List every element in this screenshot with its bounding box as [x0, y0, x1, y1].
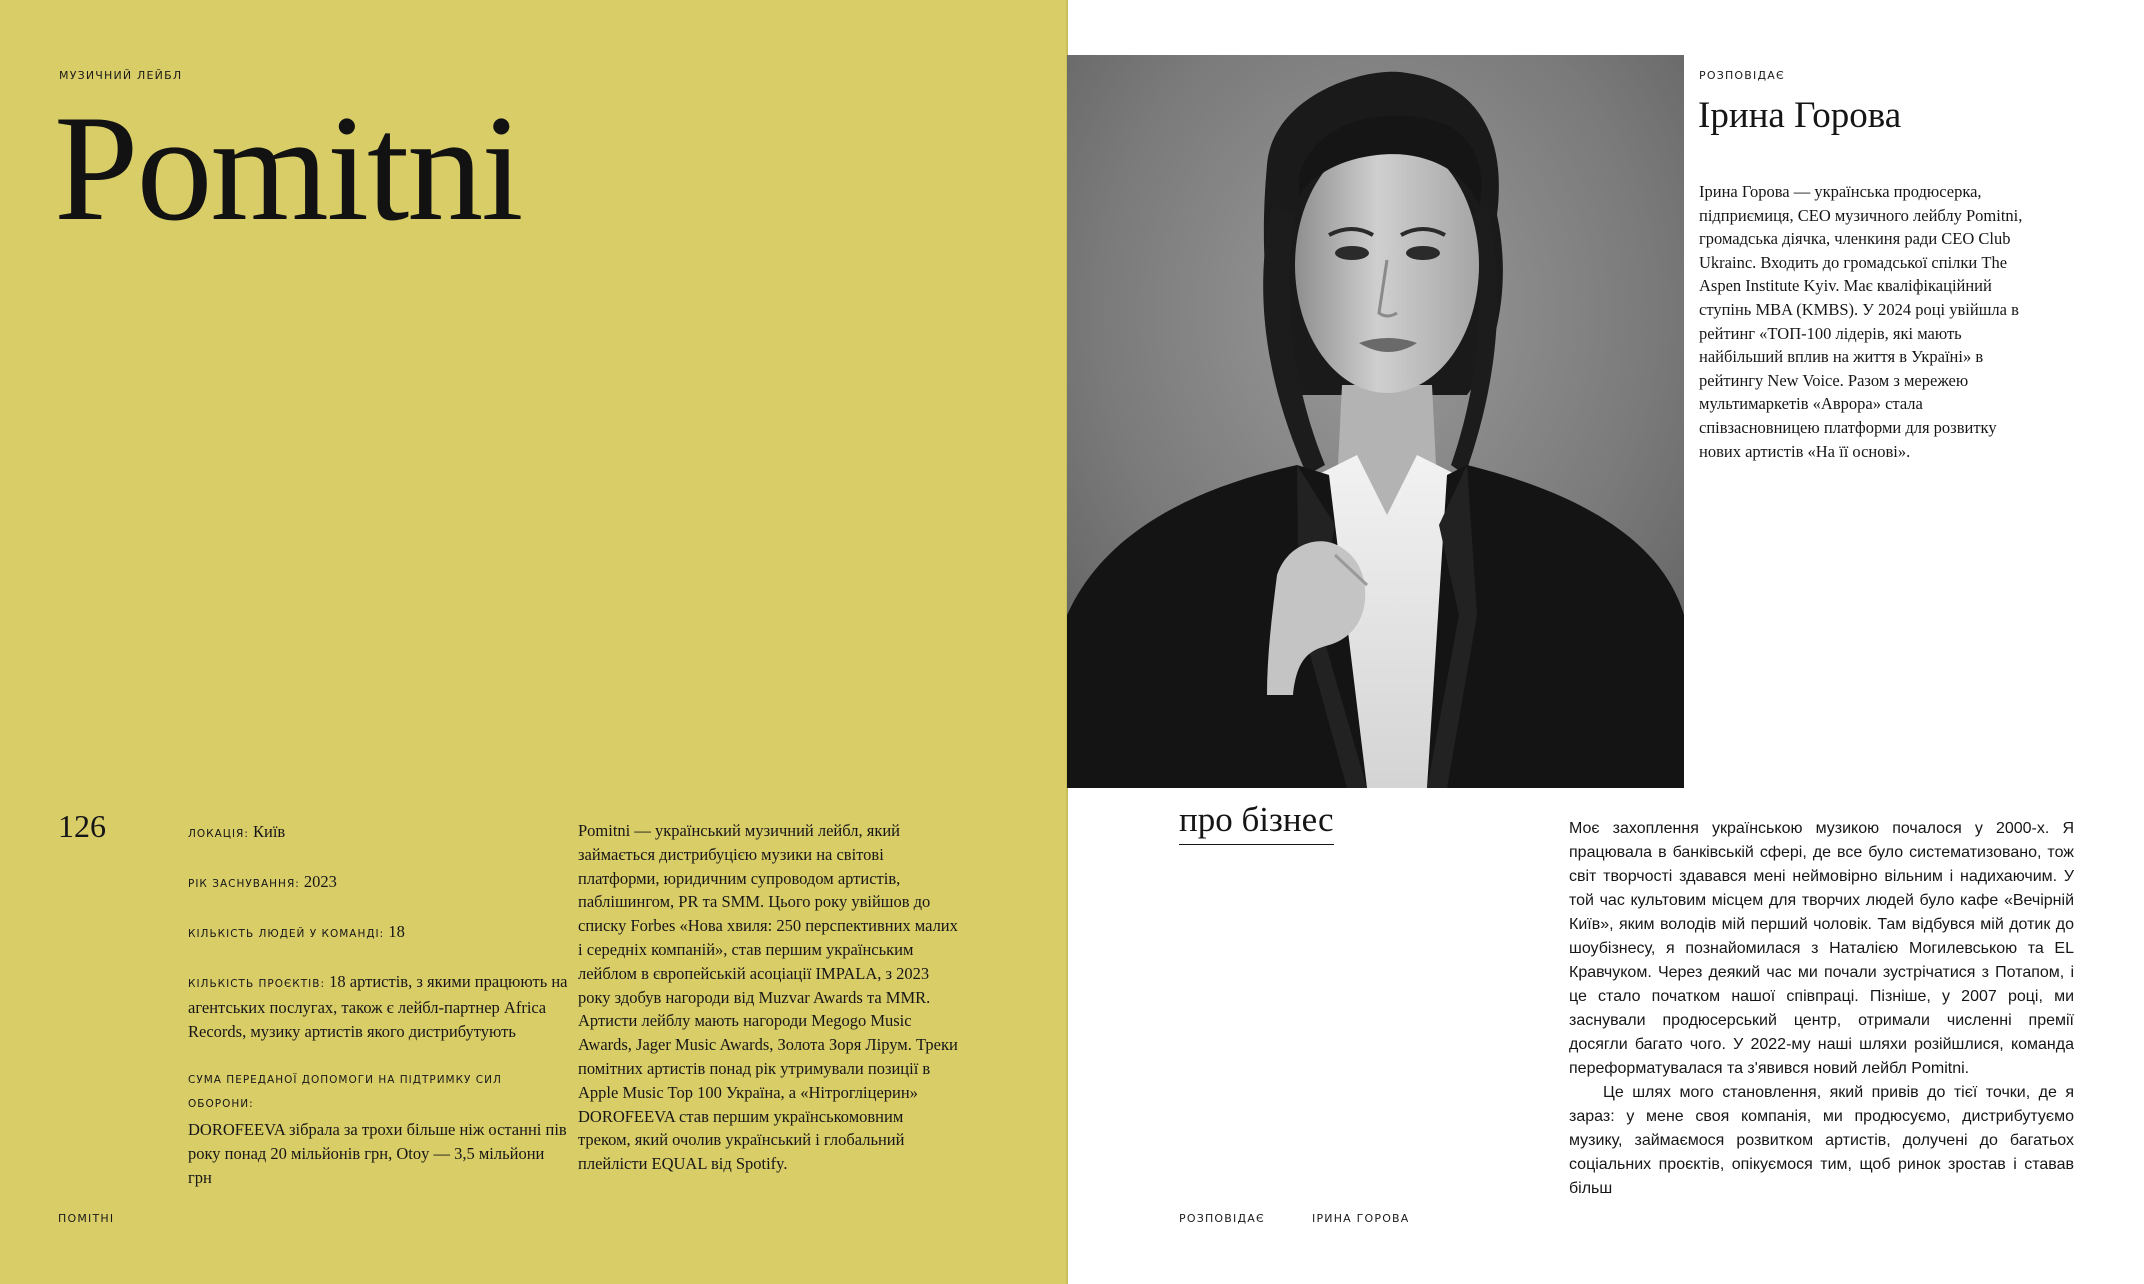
fact-defense-aid	[188, 1068, 568, 1190]
tells-label: РОЗПОВІДАЄ	[1699, 69, 1785, 82]
fact-location	[188, 820, 568, 846]
fact-value: 18 артистів, з якими працюють на агентських послугах, також є лейбл-партнер Africa Records, музику артистів якого дистрибутують	[188, 972, 568, 1041]
footer-tells-label: РОЗПОВІДАЄ	[1179, 1212, 1265, 1225]
footer-author-name: ІРИНА ГОРОВА	[1312, 1212, 1410, 1225]
portrait-photo	[1067, 55, 1684, 788]
section-label: МУЗИЧНИЙ ЛЕЙБЛ	[59, 69, 183, 82]
fact-projects	[188, 970, 568, 1044]
fact-value: 18	[388, 922, 405, 941]
fact-value: 2023	[303, 872, 337, 891]
interview-text	[1569, 817, 2074, 1197]
interview-paragraph: Моє захоплення українською музикою почалося у 2000-х. Я працювала в банківській сфері, де все було систематизовано, тож світ творчості здавався мені неймовірно вільним і надихаючим. У той час культовим місцем для творчих людей було кафе «Вечірній Київ», яким володів мій перший чоловік. Там відбувся мій дотик до шоубізнесу, я познайомилася з Наталією Могилевською та EL Кравчуком. Через деякий час ми почали зустрічатися з Потапом, і це стало початком нашої співпраці. Пізніше, у 2007 році, ми заснували продюсерський центр, отримали численні премії досягли багато чого. У 2022-му наші шляхи розійшлися, команда переформатувалася та з'явився новий лейбл Pomitni.	[1569, 820, 2074, 1077]
fact-value: DOROFEEVA зібрала за трохи більше ніж останні пів року понад 20 мільйонів грн, Otoy — 3,5 мільйони грн	[188, 1120, 567, 1187]
fact-team-size	[188, 920, 568, 946]
fact-key: КІЛЬКІСТЬ ПРОЄКТІВ:	[188, 978, 326, 990]
author-bio: Ірина Горова — українська продюсерка, підприємиця, CEO музичного лейблу Pomitni, громадська діячка, членкиня ради CEO Club Ukrainc. Входить до громадської спілки The Aspen Institute Kyiv. Має кваліфікаційний ступінь MBA (KMBS). У 2024 році увійшла в рейтинг «ТОП-100 лідерів, які мають найбільший вплив на життя в Україні» в рейтингу New Voice. Разом з мережею мультимаркетів «Аврора» стала співзасновницею платформи для розвитку нових артистів «На її основі».	[1699, 182, 2023, 461]
footer-left: ПОМІТНІ	[58, 1212, 115, 1225]
fact-founded	[188, 870, 568, 896]
interview-paragraph: Це шлях мого становлення, який привів до тієї точки, де я зараз: у мене своя компанія, ми продюсуємо, дистрибутуємо музику, займаємося розвитком артистів, долучені до багатьох соціальних проєктів, опікуємося тим, щоб ринок зростав і ставав більш	[1569, 1084, 2074, 1197]
fact-key: СУМА ПЕРЕДАНОЇ ДОПОМОГИ НА ПІДТРИМКУ СИЛ ОБОРОНИ:	[188, 1074, 502, 1110]
label-title: Pomitni	[54, 84, 522, 252]
fact-key: РІК ЗАСНУВАННЯ:	[188, 878, 300, 890]
author-name: Ірина Горова	[1698, 95, 1902, 136]
facts-list	[188, 820, 568, 1214]
fact-value: Київ	[253, 822, 286, 841]
label-description: Pomitni — український музичний лейбл, який займається дистрибуцією музики на світові платформи, юридичним супроводом артистів, паблішингом, PR та SMM. Цього року увійшов до списку Forbes «Нова хвиля: 250 перспективних малих і середніх компаній», став першим українським лейблом в європейській асоціації IMPALA, з 2023 року здобув нагороди від Muzvar Awards та MMR. Артисти лейблу мають нагороди Megogo Music Awards, Jager Music Awards, Золота Зоря Лірум. Треки помітних артистів понад рік утримували позиції в Apple Music Top 100 Україна, а «Нітрогліцерин» DOROFEEVA став першим українськомовним треком, який очолив український і глобальний плейлісти EQUAL від Spotify.	[578, 821, 958, 1174]
fact-key: КІЛЬКІСТЬ ЛЮДЕЙ У КОМАНДІ:	[188, 928, 385, 940]
page-number: 126	[58, 808, 106, 844]
fact-key: ЛОКАЦІЯ:	[188, 828, 249, 840]
about-business-heading: про бізнес	[1179, 800, 1334, 845]
